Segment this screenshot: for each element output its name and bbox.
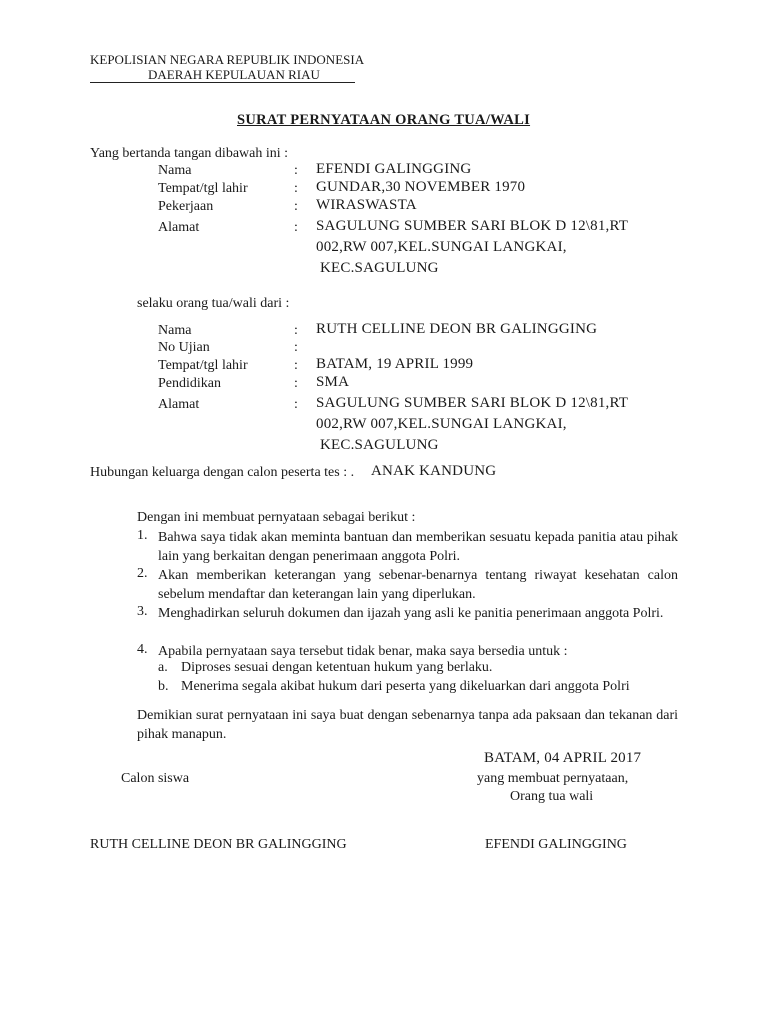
statement-text: Akan memberikan keterangan yang sebenar-benarnya tentang riwayat kesehatan calon sebelum mendaftar dan keterangan lain yang diperlukan. [158,568,678,602]
header-institution: KEPOLISIAN NEGARA REPUBLIK INDONESIA [90,52,365,67]
relationship-value: ANAK KANDUNG [371,463,497,479]
sub-statement-text: Diproses sesuai dengan ketentuan hukum yang berlaku. [181,660,493,675]
child-address-line1: SAGULUNG SUMBER SARI BLOK D 12\81,RT [316,395,629,411]
left-signer-name: RUTH CELLINE DEON BR GALINGGING [90,837,347,852]
child-edu-value: SMA [316,374,350,390]
right-signer-role: yang membuat pernyataan, [477,771,629,786]
right-signer-role-2: Orang tua wali [510,789,594,804]
relationship-label: Hubungan keluarga dengan calon peserta tes : . [90,465,355,480]
statement-number: 3. [137,604,148,619]
statement-text: Menghadirkan seluruh dokumen dan ijazah yang asli ke panitia penerimaan anggota Polri. [158,606,664,621]
parent-address-line2: 002,RW 007,KEL.SUNGAI LANGKAI, [316,239,567,255]
closing-paragraph: Demikian surat pernyataan ini saya buat dengan sebenarnya tanpa ada paksaan dan tekanan dari pihak manapun. [137,708,678,742]
child-exam-label: No Ujian [158,340,210,355]
field-colon: : [294,376,298,391]
field-colon: : [294,199,298,214]
field-colon: : [294,323,298,338]
field-colon: : [294,181,298,196]
right-signer-name: EFENDI GALINGGING [485,837,627,852]
parent-address-label: Alamat [158,220,200,235]
document-title: SURAT PERNYATAAN ORANG TUA/WALI [237,112,531,128]
statement-number: 2. [137,566,148,581]
parent-job-label: Pekerjaan [158,199,214,214]
child-address-line3: KEC.SAGULUNG [320,437,439,453]
field-colon: : [294,340,298,355]
parent-birth-label: Tempat/tgl lahir [158,181,248,196]
statement-text: Apabila pernyataan saya tersebut tidak benar, maka saya bersedia untuk : [158,644,568,659]
child-birth-label: Tempat/tgl lahir [158,358,248,373]
child-address-label: Alamat [158,397,200,412]
parent-job-value: WIRASWASTA [316,197,417,213]
field-colon: : [294,220,298,235]
child-name-value: RUTH CELLINE DEON BR GALINGGING [316,321,598,337]
child-name-label: Nama [158,323,192,338]
child-edu-label: Pendidikan [158,376,221,391]
parent-name-value: EFENDI GALINGGING [316,161,472,177]
field-colon: : [294,397,298,412]
child-address-line2: 002,RW 007,KEL.SUNGAI LANGKAI, [316,416,567,432]
sub-statement-letter: a. [158,660,168,675]
parent-address-line1: SAGULUNG SUMBER SARI BLOK D 12\81,RT [316,218,629,234]
parent-birth-value: GUNDAR,30 NOVEMBER 1970 [316,179,526,195]
place-date: BATAM, 04 APRIL 2017 [484,750,642,766]
guardian-of-text: selaku orang tua/wali dari : [137,296,290,311]
intro-text: Yang bertanda tangan dibawah ini : [90,146,289,161]
child-birth-value: BATAM, 19 APRIL 1999 [316,356,474,372]
field-colon: : [294,358,298,373]
statement-number: 4. [137,642,148,657]
sub-statement-text: Menerima segala akibat hukum dari peserta yang dikeluarkan dari anggota Polri [181,679,630,694]
sub-statement-letter: b. [158,679,169,694]
left-signer-role: Calon siswa [121,771,190,786]
statement-text: Bahwa saya tidak akan meminta bantuan dan memberikan sesuatu kepada panitia atau pihak lain yang berkaitan dengan penerimaan anggota Polri. [158,530,678,564]
field-colon: : [294,163,298,178]
statement-number: 1. [137,528,148,543]
parent-address-line3: KEC.SAGULUNG [320,260,439,276]
statement-intro: Dengan ini membuat pernyataan sebagai berikut : [137,510,416,525]
parent-name-label: Nama [158,163,192,178]
header-underline [90,82,355,83]
header-region: DAERAH KEPULAUAN RIAU [148,67,320,82]
